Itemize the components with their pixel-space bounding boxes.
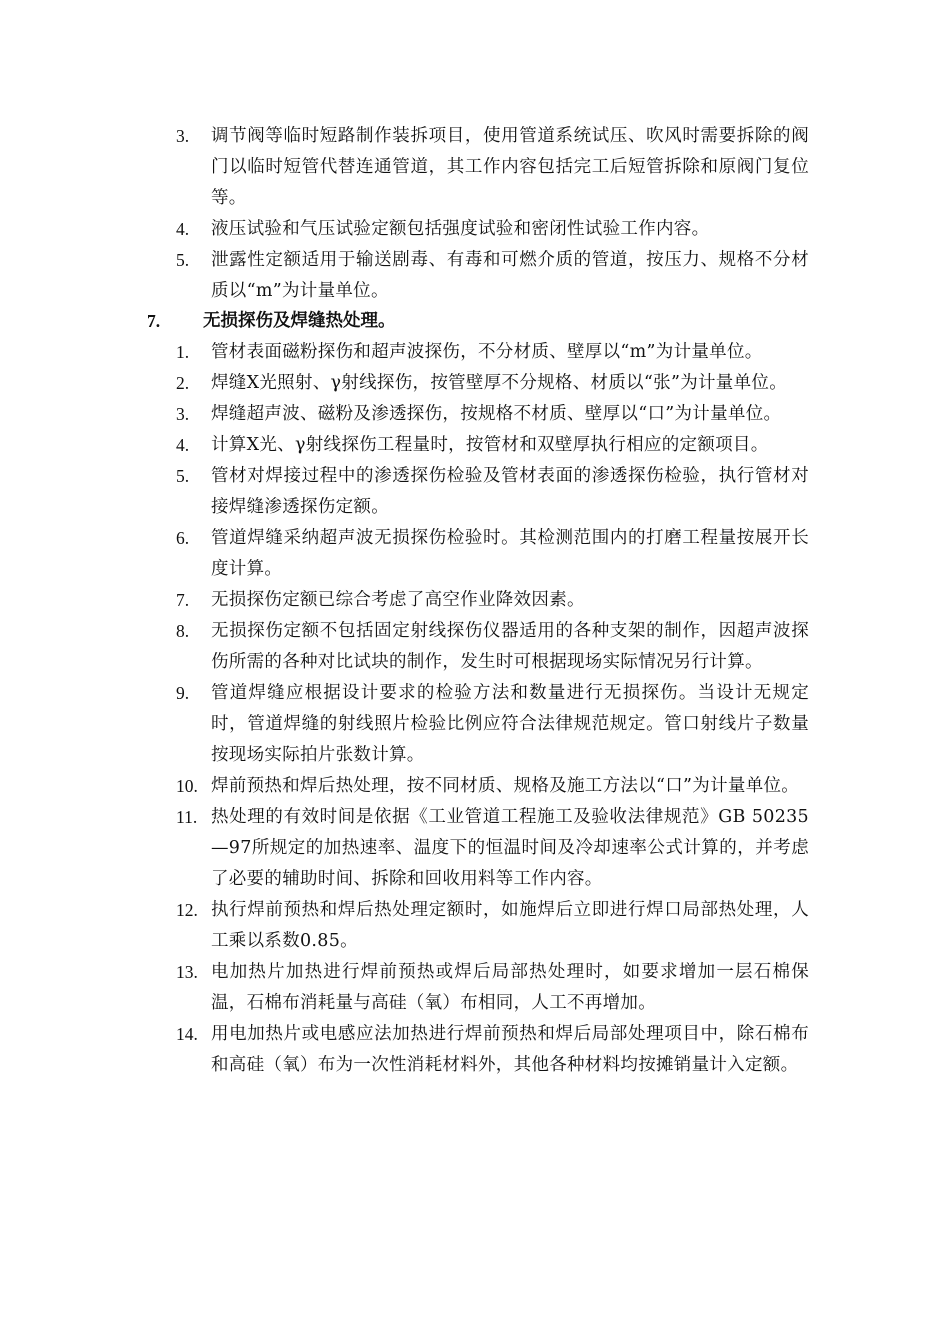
item-text: 焊缝X光照射、γ射线探伤，按管壁厚不分规格、材质以“张”为计量单位。 bbox=[211, 373, 788, 393]
list-item bbox=[0, 368, 809, 399]
item-number: 12. bbox=[176, 900, 198, 920]
item-text: 焊缝超声波、磁粉及渗透探伤，按规格不材质、壁厚以“口”为计量单位。 bbox=[211, 404, 782, 424]
item-text: 液压试验和气压试验定额包括强度试验和密闭性试验工作内容。 bbox=[211, 219, 710, 239]
list-item bbox=[0, 121, 809, 214]
list-item bbox=[0, 1019, 809, 1081]
list-item bbox=[0, 399, 809, 430]
list-item bbox=[0, 337, 809, 368]
item-number: 1. bbox=[176, 342, 190, 362]
item-text: 泄露性定额适用于输送剧毒、有毒和可燃介质的管道，按压力、规格不分材质以“m”为计量单位。 bbox=[211, 250, 809, 301]
item-number: 5. bbox=[176, 466, 190, 486]
item-text: 热处理的有效时间是依据《工业管道工程施工及验收法律规范》GB 50235—97所规定的加热速率、温度下的恒温时间及冷却速率公式计算的，并考虑了必要的辅助时间、拆除和回收用料等工作内容。 bbox=[211, 807, 809, 889]
item-text: 管材对焊接过程中的渗透探伤检验及管材表面的渗透探伤检验，执行管材对接焊缝渗透探伤定额。 bbox=[211, 466, 809, 517]
section-number: 7. bbox=[147, 311, 161, 331]
item-number: 2. bbox=[176, 373, 190, 393]
list-item bbox=[0, 678, 809, 771]
item-text: 计算X光、γ射线探伤工程量时，按管材和双壁厚执行相应的定额项目。 bbox=[211, 435, 769, 455]
list-item bbox=[0, 430, 809, 461]
item-number: 4. bbox=[176, 435, 190, 455]
list-item bbox=[0, 616, 809, 678]
list-item bbox=[0, 895, 809, 957]
item-text: 管道焊缝应根据设计要求的检验方法和数量进行无损探伤。当设计无规定时，管道焊缝的射线照片检验比例应符合法律规范规定。管口射线片子数量按现场实际拍片张数计算。 bbox=[211, 683, 809, 765]
list-ndt-heat-treatment bbox=[0, 337, 950, 1081]
item-number: 14. bbox=[176, 1024, 198, 1044]
item-number: 3. bbox=[176, 404, 190, 424]
item-text: 执行焊前预热和焊后热处理定额时，如施焊后立即进行焊口局部热处理，人工乘以系数0.85。 bbox=[211, 900, 809, 951]
section-title: 无损探伤及焊缝热处理。 bbox=[203, 311, 396, 331]
item-number: 13. bbox=[176, 962, 198, 982]
item-text: 无损探伤定额不包括固定射线探伤仪器适用的各种支架的制作，因超声波探伤所需的各种对比试块的制作，发生时可根据现场实际情况另行计算。 bbox=[211, 621, 809, 672]
list-item bbox=[0, 245, 809, 307]
list-item bbox=[0, 523, 809, 585]
item-text: 无损探伤定额已综合考虑了高空作业降效因素。 bbox=[211, 590, 585, 610]
item-text: 调节阀等临时短路制作装拆项目，使用管道系统试压、吹风时需要拆除的阀门以临时短管代替连通管道，其工作内容包括完工后短管拆除和原阀门复位等。 bbox=[211, 126, 809, 208]
item-text: 管道焊缝采纳超声波无损探伤检验时。其检测范围内的打磨工程量按展开长度计算。 bbox=[211, 528, 809, 579]
list-pressure-test bbox=[0, 121, 950, 307]
item-text: 管材表面磁粉探伤和超声波探伤，不分材质、壁厚以“m”为计量单位。 bbox=[211, 342, 763, 362]
item-text: 用电加热片或电感应法加热进行焊前预热和焊后局部处理项目中，除石棉布和高硅（氧）布为一次性消耗材料外，其他各种材料均按摊销量计入定额。 bbox=[211, 1024, 809, 1075]
item-number: 11. bbox=[176, 807, 198, 827]
section-heading bbox=[0, 306, 950, 337]
list-item bbox=[0, 585, 809, 616]
item-number: 5. bbox=[176, 250, 190, 270]
item-number: 3. bbox=[176, 126, 190, 146]
list-item bbox=[0, 802, 809, 895]
item-number: 8. bbox=[176, 621, 190, 641]
item-number: 6. bbox=[176, 528, 190, 548]
item-text: 焊前预热和焊后热处理，按不同材质、规格及施工方法以“口”为计量单位。 bbox=[211, 776, 800, 796]
list-item bbox=[0, 461, 809, 523]
item-number: 7. bbox=[176, 590, 190, 610]
item-number: 10. bbox=[176, 776, 198, 796]
item-number: 4. bbox=[176, 219, 190, 239]
list-item bbox=[0, 957, 809, 1019]
item-text: 电加热片加热进行焊前预热或焊后局部热处理时，如要求增加一层石棉保温，石棉布消耗量与高硅（氧）布相同，人工不再增加。 bbox=[211, 962, 809, 1013]
item-number: 9. bbox=[176, 683, 190, 703]
list-item bbox=[0, 214, 809, 245]
list-item bbox=[0, 771, 809, 802]
